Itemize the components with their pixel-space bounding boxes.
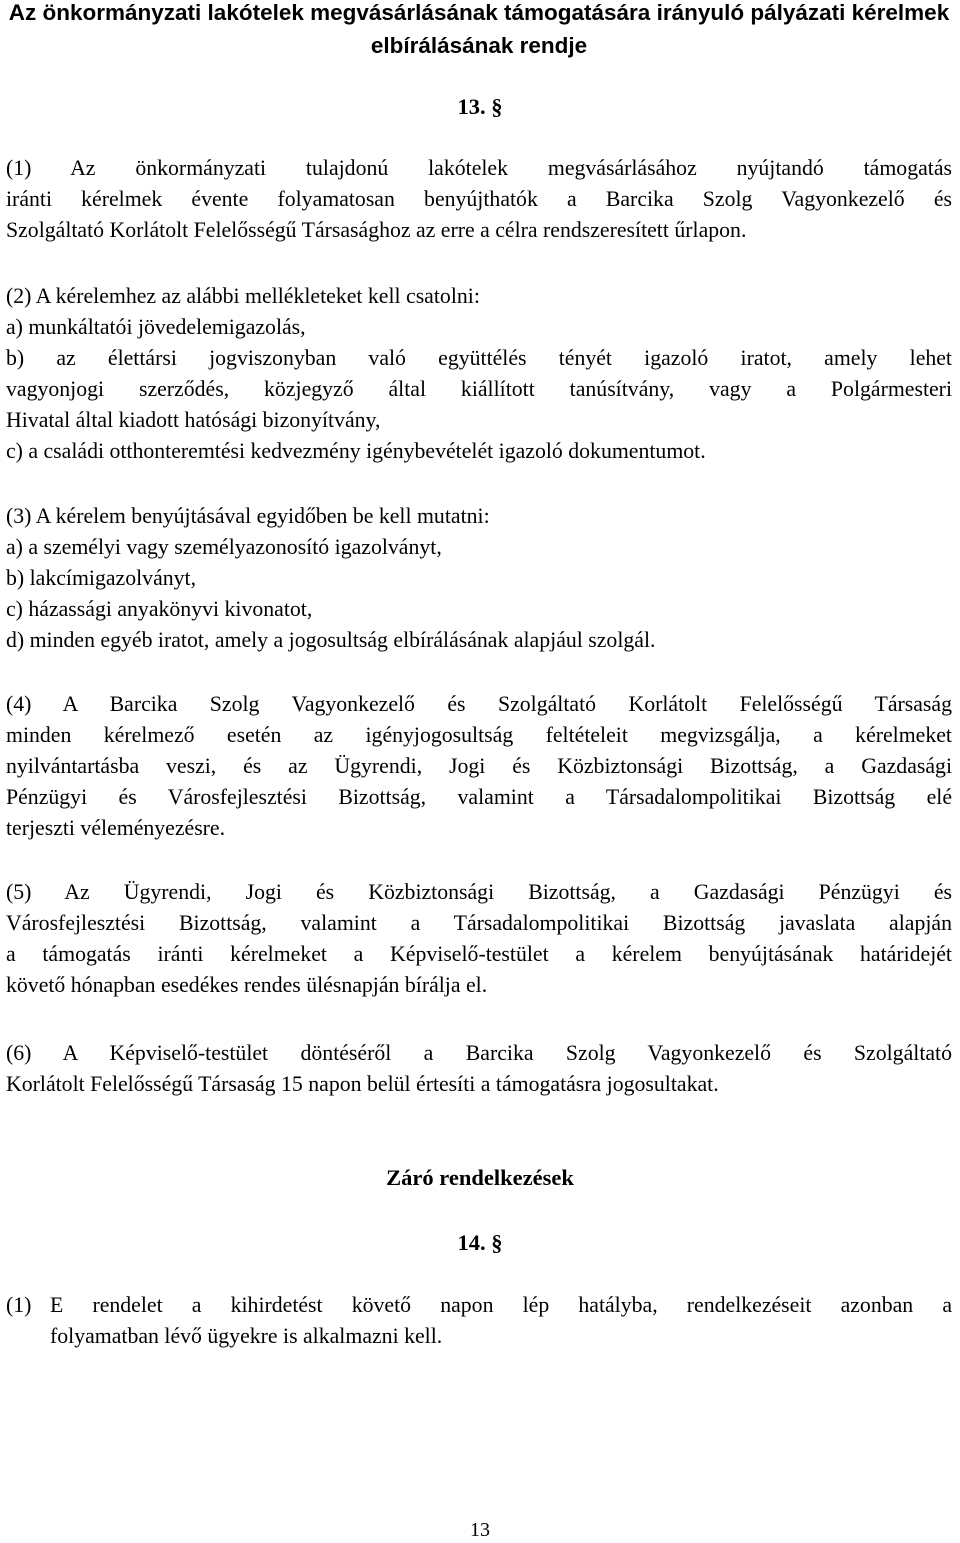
paragraph-number: (1) <box>6 1293 32 1317</box>
paragraph-13-6 <box>6 1038 952 1100</box>
paragraph-line: b) az élettársi jogviszonyban való együttélés tényét igazoló iratot, amely lehet <box>6 346 952 370</box>
paragraph-line: nyilvántartásba veszi, és az Ügyrendi, Jogi és Közbiztonsági Bizottság, a Gazdasági <box>6 754 952 778</box>
paragraph-14-1 <box>6 1290 952 1352</box>
paragraph-13-5 <box>6 877 952 1001</box>
paragraph-13-4 <box>6 689 952 844</box>
paragraph-line: d) minden egyéb iratot, amely a jogosultság elbírálásának alapjául szolgál. <box>6 628 656 652</box>
paragraph-line: b) lakcímigazolványt, <box>6 566 197 590</box>
paragraph-line: Városfejlesztési Bizottság, valamint a Társadalompolitikai Bizottság javaslata alapján <box>6 911 952 935</box>
page-number: 13 <box>470 1519 490 1541</box>
paragraph-line: E rendelet a kihirdetést követő napon lép hatályba, rendelkezéseit azonban a <box>50 1293 952 1317</box>
paragraph-line: (6) A Képviselő-testület döntéséről a Barcika Szolg Vagyonkezelő és Szolgáltató <box>6 1041 952 1065</box>
paragraph-line: vagyonjogi szerződés, közjegyző által kiállított tanúsítvány, vagy a Polgármesteri <box>6 377 952 401</box>
paragraph-line: (4) A Barcika Szolg Vagyonkezelő és Szolgáltató Korlátolt Felelősségű Társaság <box>6 692 952 716</box>
paragraph-line: Szolgáltató Korlátolt Felelősségű Társasághoz az erre a célra rendszeresített űrlapon. <box>6 218 747 242</box>
closing-provisions-heading: Záró rendelkezések <box>386 1165 574 1190</box>
paragraph-line: c) a családi otthonteremtési kedvezmény igénybevételét igazoló dokumentumot. <box>6 439 706 463</box>
paragraph-line: (1) Az önkormányzati tulajdonú lakótelek megvásárlásához nyújtandó támogatás <box>6 156 952 180</box>
paragraph-line: Pénzügyi és Városfejlesztési Bizottság, valamint a Társadalompolitikai Bizottság elé <box>6 785 952 809</box>
paragraph-line: (3) A kérelem benyújtásával egyidőben be kell mutatni: <box>6 504 490 528</box>
paragraph-line: iránti kérelmek évente folyamatosan benyújthatók a Barcika Szolg Vagyonkezelő és <box>6 187 952 211</box>
paragraph-line: c) házassági anyakönyvi kivonatot, <box>6 597 313 621</box>
paragraph-line: a) munkáltatói jövedelemigazolás, <box>6 315 306 339</box>
paragraph-line: (5) Az Ügyrendi, Jogi és Közbiztonsági Bizottság, a Gazdasági Pénzügyi és <box>6 880 952 904</box>
paragraph-line: (2) A kérelemhez az alábbi mellékleteket kell csatolni: <box>6 284 480 308</box>
chapter-title: Az önkormányzati lakótelek megvásárlásának támogatására irányuló pályázati kérelmek elbírálásának rendje <box>8 0 950 58</box>
section-14-heading: 14. § <box>457 1230 503 1255</box>
paragraph-line: folyamatban lévő ügyekre is alkalmazni kell. <box>50 1324 443 1348</box>
paragraph-line: követő hónapban esedékes rendes ülésnapján bírálja el. <box>6 973 488 997</box>
paragraph-13-1 <box>6 153 952 246</box>
paragraph-line: terjeszti véleményezésre. <box>6 816 226 840</box>
paragraph-line: a támogatás iránti kérelmeket a Képviselő-testület a kérelem benyújtásának határidejét <box>6 942 952 966</box>
paragraph-line: Korlátolt Felelősségű Társaság 15 napon belül értesíti a támogatásra jogosultakat. <box>6 1072 719 1096</box>
section-13-heading: 13. § <box>457 94 503 119</box>
paragraph-line: Hivatal által kiadott hatósági bizonyítvány, <box>6 408 381 432</box>
paragraph-13-3 <box>6 501 952 656</box>
paragraph-line: a) a személyi vagy személyazonosító igazolványt, <box>6 535 442 559</box>
paragraph-line: minden kérelmező esetén az igényjogosultság feltételeit megvizsgálja, a kérelmeket <box>6 723 952 747</box>
paragraph-13-2 <box>6 281 952 467</box>
